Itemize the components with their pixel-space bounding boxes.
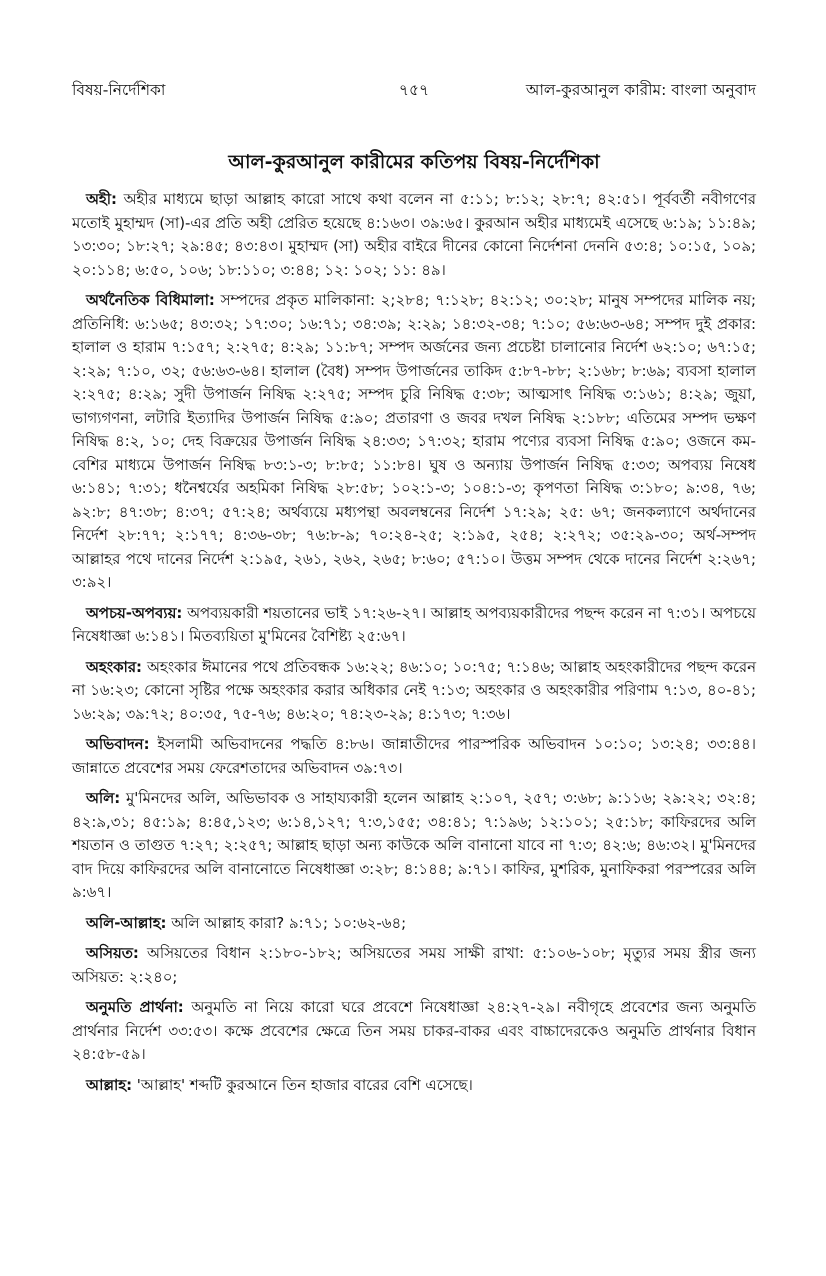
entry-text: অনুমতি না নিয়ে কারো ঘরে প্রবেশে নিষেধাজ্ঞা ২৪:২৭-২৯। নবীগৃহে প্রবেশের জন্য অনুমতি প্রার্থনার নির্দেশ ৩৩:৫৩। কক্ষে প্রবেশের ক্ষেত্রে তিন সময় চাকর-বাকর এবং বাচ্চাদেরকেও অনুমতি প্রার্থনার বিধান ২৪:৫৮-৫৯। bbox=[72, 998, 757, 1063]
index-entry bbox=[72, 1074, 756, 1098]
entry-text: অহীর মাধ্যমে ছাড়া আল্লাহ কারো সাথে কথা বলেন না ৫:১১; ৮:১২; ২৮:৭; ৪২:৫১। পূর্ববর্তী নবীগণের মতোই মুহাম্মদ (সা)-এর প্রতি অহী প্রেরিত হয়েছে ৪:১৬৩। ৩৯:৬৫। কুরআন অহীর মাধ্যমেই এসেছে ৬:১৯; ১১:৪৯; ১৩:৩০; ১৮:২৭; ২৯:৪৫; ৪৩:৪৩। মুহাম্মদ (সা) অহীর বাইরে দীনের কোনো নির্দেশনা দেননি ৫৩:৪; ১০:১৫, ১০৯; ২০:১১৪; ৬:৫০, ১০৬; ১৮:১১০; ৩:৪৪; ১২: ১০২; ১১: ৪৯। bbox=[72, 190, 756, 279]
entry-term: অর্থনৈতিক বিধিমালা: bbox=[86, 291, 215, 309]
page-number: ৭৫৭ bbox=[398, 81, 430, 99]
entry-term: অলি-আল্লাহ: bbox=[86, 913, 167, 932]
entry-text: ইসলামী অভিবাদনের পদ্ধতি ৪:৮৬। জান্নাতীদের পারস্পরিক অভিবাদন ১০:১০; ১৩:২৪; ৩৩:৪৪। জান্নাতে প্রবেশের সময় ফেরেশতাদের অভিবাদন ৩৯:৭৩। bbox=[72, 735, 756, 777]
header-section-name: বিষয়-নির্দেশিকা bbox=[72, 81, 166, 99]
index-entry bbox=[72, 656, 756, 727]
entry-text: অহংকার ঈমানের পথে প্রতিবন্ধক ১৬:২২; ৪৬:১০; ১০:৭৫; ৭:১৪৬; আল্লাহ অহংকারীদের পছন্দ করেন না ১৬:২৩; কোনো সৃষ্টির পক্ষে অহংকার করার অধিকার নেই ৭:১৩; অহংকার ও অহংকারীর পরিণাম ৭:১৩, ৪০-৪১; ১৬:২৯; ৩৯:৭২; ৪০:৩৫, ৭৫-৭৬; ৪৬:২০; ৭৪:২৩-২৯; ৪:১৭৩; ৭:৩৬। bbox=[72, 657, 756, 723]
page-title: আল-কুরআনুল কারীমের কতিপয় বিষয়-নির্দেশিকা bbox=[228, 151, 600, 173]
index-entry bbox=[72, 942, 756, 989]
entry-term: অনুমতি প্রার্থনা: bbox=[86, 998, 184, 1016]
entry-term: আল্লাহ: bbox=[86, 1075, 133, 1094]
entry-term: অলি: bbox=[86, 789, 121, 807]
entry-text: অপব্যয়কারী শয়তানের ভাই ১৭:২৬-২৭। আল্লাহ অপব্যয়কারীদের পছন্দ করেন না ৭:৩১। অপচয়ে নিষেধাজ্ঞা ৬:১৪১। মিতব্যয়িতা মু'মিনের বৈশিষ্ট্য ২৫:৬৭। bbox=[72, 603, 756, 645]
entry-term: অসিয়ত: bbox=[86, 944, 139, 962]
document-page bbox=[72, 78, 756, 1258]
index-entry bbox=[72, 996, 756, 1067]
index-entry bbox=[72, 912, 756, 936]
entry-text: সম্পদের প্রকৃত মালিকানা: ২;২৮৪; ৭:১২৮; ৪২:১২; ৩০:২৮; মানুষ সম্পদের মালিক নয়; প্রতিনিধি: ৬:১৬৫; ৪৩:৩২; ১৭:৩০; ১৬:৭১; ৩৪:৩৯; ২:২৯; ১৪:৩২-৩৪; ৭:১০; ৫৬:৬৩-৬৪; সম্পদ দুই প্রকার: হালাল ও হারাম ৭:১৫৭; ২:২৭৫; ৪:২৯; ১১:৮৭; সম্পদ অর্জনের জন্য প্রচেষ্টা চালানোর নির্দেশ ৬২:১০; ৬৭:১৫; ২:২৯; ৭:১০, ৩২; ৫৬:৬৩-৬৪। হালাল (বৈধ) সম্পদ উপার্জনের তাকিদ ৫:৮৭-৮৮; ২:১৬৮; ৮:৬৯; ব্যবসা হালাল ২:২৭৫; ৪:২৯; সুদী উপার্জন নিষিদ্ধ ২:২৭৫; সম্পদ চুরি নিষিদ্ধ ৫:৩৮; আত্মসাৎ নিষিদ্ধ ৩:১৬১; ৪:২৯; জুয়া, ভাগ্যগণনা, লটারি ইত্যাদির উপার্জন নিষিদ্ধ ৫:৯০; প্রতারণা ও জবর দখল নিষিদ্ধ ২:১৮৮; এতিমের সম্পদ ভক্ষণ নিষিদ্ধ ৪:২, ১০; দেহ বিক্রয়ের উপার্জন নিষিদ্ধ ২৪:৩৩; ১৭:৩২; হারাম পণ্যের ব্যবসা নিষিদ্ধ ৫:৯০; ওজনে কম-বেশির মাধ্যমে উপার্জন নিষিদ্ধ ৮৩:১-৩; ৮:৮৫; ১১:৮৪। ঘুষ ও অন্যায় উপার্জন নিষিদ্ধ ৫:৩৩; অপব্যয় নিষেধ ৬:১৪১; ৭:৩১; ধনৈশ্বর্যের অহমিকা নিষিদ্ধ ২৮:৫৮; ১০২:১-৩; ১০৪:১-৩; কৃপণতা নিষিদ্ধ ৩:১৮০; ৯:৩৪, ৭৬; ৯২:৮; ৪৭:৩৮; ৪:৩৭; ৫৭:২৪; অর্থব্যয়ে মধ্যপন্থা অবলম্বনের নির্দেশ ১৭:২৯; ২৫: ৬৭; জনকল্যাণে অর্থদানের নির্দেশ ২৮:৭৭; ২:১৭৭; ৪:৩৬-৩৮; ৭৬:৮-৯; ৭০:২৪-২৫; ২:১৯৫, ২৫৪; ২:২৭২; ৩৫:২৯-৩০; অর্থ-সম্পদ আল্লাহর পথে দানের নির্দেশ ২:১৯৫, ২৬১, ২৬২, ২৬৫; ৮:৬০; ৫৭:১০। উত্তম সম্পদ থেকে দানের নির্দেশ ২:২৬৭; ৩:৯২। bbox=[72, 291, 756, 591]
index-entry bbox=[72, 289, 756, 595]
entry-term: অপচয়-অপব্যয়: bbox=[86, 603, 183, 622]
entry-text: অসিয়তের বিধান ২:১৮০-১৮২; অসিয়তের সময় সাক্ষী রাখা: ৫:১০৬-১০৮; মৃত্যুর সময় স্ত্রীর জন্য অসিয়ত: ২:২৪০; bbox=[72, 944, 756, 986]
entry-text: অলি আল্লাহ কারা? ৯:৭১; ১০:৬২-৬৪; bbox=[166, 913, 407, 932]
entry-text: 'আল্লাহ' শব্দটি কুরআনে তিন হাজার বারের বেশি এসেছে। bbox=[132, 1075, 473, 1094]
entry-text: মু'মিনদের অলি, অভিভাবক ও সাহায্যকারী হলেন আল্লাহ ২:১০৭, ২৫৭; ৩:৬৮; ৯:১১৬; ২৯:২২; ৩২:৪; ৪২:৯,৩১; ৪৫:১৯; ৪:৪৫,১২৩; ৬:১৪,১২৭; ৭:৩,১৫৫; ৩৪:৪১; ৭:১৯৬; ১২:১০১; ২৫:১৮; কাফিরদের অলি শয়তান ও তাগুত ৭:২৭; ২:২৫৭; আল্লাহ ছাড়া অন্য কাউকে অলি বানানো যাবে না ৭:৩; ৪২:৬; ৪৬:৩২। মু'মিনদের বাদ দিয়ে কাফিরদের অলি বানানোতে নিষেধাজ্ঞা ৩:২৮; ৪:১৪৪; ৯:৭১। কাফির, মুশরিক, মুনাফিকরা পরস্পরের অলি ৯:৬৭। bbox=[72, 789, 756, 901]
entry-term: অহী: bbox=[86, 190, 117, 208]
index-entry bbox=[72, 188, 756, 282]
running-header bbox=[72, 78, 756, 108]
entry-term: অহংকার: bbox=[86, 657, 143, 676]
entry-term: অভিবাদন: bbox=[86, 735, 150, 753]
index-entries bbox=[72, 188, 756, 1097]
index-entry bbox=[72, 733, 756, 780]
index-entry bbox=[72, 602, 756, 649]
header-book-title: আল-কুরআনুল কারীম: বাংলা অনুবাদ bbox=[525, 81, 756, 99]
index-entry bbox=[72, 787, 756, 905]
